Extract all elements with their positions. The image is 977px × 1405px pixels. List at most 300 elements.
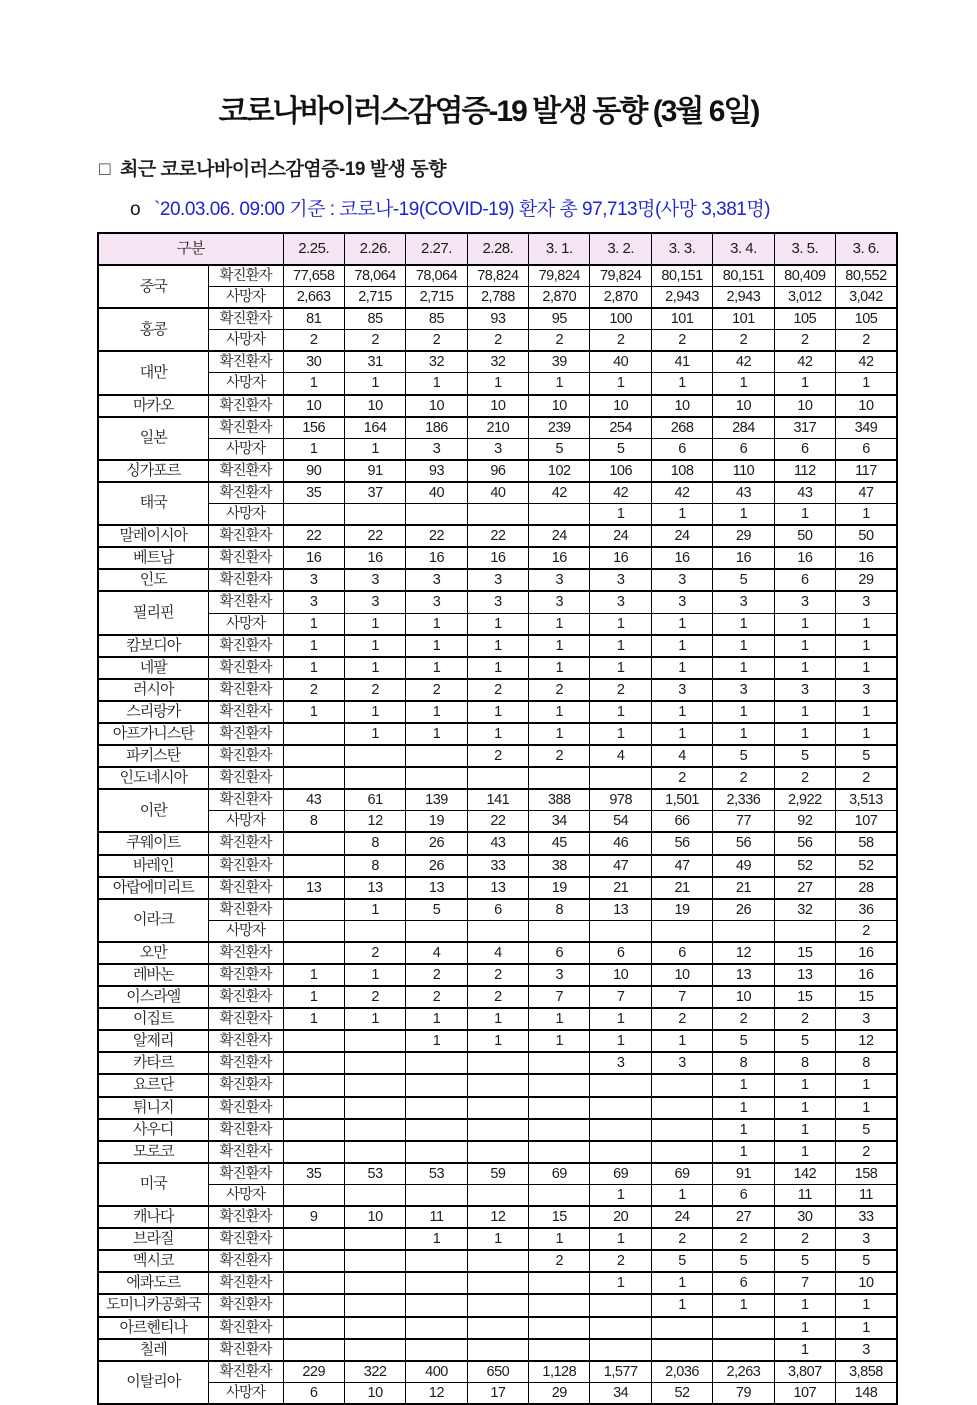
table-row (98, 1382, 897, 1404)
row-type-cell: 사망자 (208, 1382, 283, 1404)
value-cell (713, 1339, 774, 1361)
value-cell: 19 (529, 877, 590, 899)
value-cell: 322 (344, 1361, 405, 1383)
value-cell: 5 (713, 1030, 774, 1052)
row-type-cell: 사망자 (208, 287, 283, 309)
value-cell: 17 (467, 1382, 528, 1404)
value-cell (590, 1294, 651, 1316)
value-cell (344, 1294, 405, 1316)
row-type-cell: 확진환자 (208, 1008, 283, 1030)
value-cell: 16 (836, 964, 897, 986)
header-cell-date: 2.25. (283, 233, 344, 265)
value-cell: 16 (836, 547, 897, 569)
value-cell: 2 (590, 679, 651, 701)
value-cell: 1 (406, 613, 467, 635)
value-cell (344, 1097, 405, 1119)
value-cell: 349 (836, 417, 897, 439)
value-cell: 52 (774, 855, 835, 877)
value-cell: 2 (467, 986, 528, 1008)
value-cell: 317 (774, 417, 835, 439)
value-cell: 2 (651, 1008, 712, 1030)
row-type-cell: 확진환자 (208, 1206, 283, 1228)
country-cell: 브라질 (98, 1228, 208, 1250)
table-row (98, 635, 897, 657)
value-cell: 2,870 (529, 287, 590, 309)
row-type-cell: 확진환자 (208, 1361, 283, 1383)
value-cell: 7 (651, 986, 712, 1008)
value-cell: 35 (283, 1163, 344, 1185)
value-cell: 1 (467, 723, 528, 745)
value-cell: 1 (590, 723, 651, 745)
row-type-cell: 사망자 (208, 811, 283, 833)
value-cell: 1 (774, 701, 835, 723)
value-cell: 10 (713, 395, 774, 417)
value-cell: 1 (836, 657, 897, 679)
row-type-cell: 확진환자 (208, 964, 283, 986)
value-cell: 5 (836, 1119, 897, 1141)
value-cell (590, 767, 651, 789)
value-cell: 5 (406, 899, 467, 921)
value-cell: 78,064 (406, 265, 467, 287)
value-cell: 31 (344, 351, 405, 373)
value-cell: 1 (344, 899, 405, 921)
value-cell: 156 (283, 417, 344, 439)
row-type-cell: 확진환자 (208, 547, 283, 569)
value-cell: 2 (774, 1008, 835, 1030)
value-cell: 1 (406, 657, 467, 679)
header-cell-date: 2.28. (467, 233, 528, 265)
value-cell: 15 (529, 1206, 590, 1228)
value-cell: 2 (467, 964, 528, 986)
table-row (98, 1141, 897, 1163)
value-cell: 1 (529, 723, 590, 745)
value-cell (529, 1119, 590, 1141)
value-cell: 1 (713, 504, 774, 526)
row-type-cell: 사망자 (208, 438, 283, 460)
value-cell (283, 942, 344, 964)
value-cell: 22 (283, 525, 344, 547)
value-cell: 1 (836, 613, 897, 635)
value-cell: 1 (774, 635, 835, 657)
value-cell: 24 (590, 525, 651, 547)
value-cell: 69 (651, 1163, 712, 1185)
value-cell: 29 (713, 525, 774, 547)
value-cell: 1 (651, 613, 712, 635)
value-cell: 3 (836, 1008, 897, 1030)
country-cell: 튀니지 (98, 1097, 208, 1119)
table-row (98, 613, 897, 635)
value-cell: 6 (590, 942, 651, 964)
value-cell: 43 (713, 482, 774, 504)
value-cell: 1 (467, 1008, 528, 1030)
value-cell: 1 (283, 964, 344, 986)
value-cell: 38 (529, 855, 590, 877)
value-cell: 12 (836, 1030, 897, 1052)
country-cell: 이스라엘 (98, 986, 208, 1008)
value-cell (344, 1317, 405, 1339)
value-cell (406, 504, 467, 526)
country-cell: 싱가포르 (98, 460, 208, 482)
value-cell: 1 (344, 635, 405, 657)
value-cell: 3 (529, 591, 590, 613)
value-cell: 42 (529, 482, 590, 504)
country-cell: 사우디 (98, 1119, 208, 1141)
value-cell: 50 (774, 525, 835, 547)
country-cell: 베트남 (98, 547, 208, 569)
value-cell: 2 (467, 745, 528, 767)
value-cell: 56 (651, 832, 712, 854)
value-cell: 2 (713, 1008, 774, 1030)
row-type-cell: 확진환자 (208, 877, 283, 899)
value-cell: 4 (590, 745, 651, 767)
value-cell: 1 (467, 613, 528, 635)
value-cell: 11 (836, 1184, 897, 1206)
value-cell: 5 (713, 1250, 774, 1272)
value-cell (283, 723, 344, 745)
value-cell: 36 (836, 899, 897, 921)
value-cell: 1 (774, 1141, 835, 1163)
value-cell (467, 1074, 528, 1096)
value-cell: 3 (283, 591, 344, 613)
value-cell: 8 (713, 1052, 774, 1074)
value-cell: 1 (774, 723, 835, 745)
value-cell: 2 (406, 679, 467, 701)
value-cell (406, 1250, 467, 1272)
value-cell: 3 (774, 679, 835, 701)
value-cell: 1 (836, 373, 897, 395)
value-cell: 13 (590, 899, 651, 921)
row-type-cell: 확진환자 (208, 1339, 283, 1361)
value-cell (406, 1074, 467, 1096)
value-cell (590, 1141, 651, 1163)
value-cell: 2 (836, 1141, 897, 1163)
covid-stats-table (97, 232, 898, 1405)
table-row (98, 351, 897, 373)
table-row (98, 395, 897, 417)
value-cell: 39 (529, 351, 590, 373)
value-cell (529, 1097, 590, 1119)
row-type-cell: 사망자 (208, 330, 283, 352)
row-type-cell: 확진환자 (208, 789, 283, 811)
value-cell: 1 (590, 613, 651, 635)
value-cell: 1 (529, 1228, 590, 1250)
value-cell: 2 (713, 767, 774, 789)
value-cell (651, 1339, 712, 1361)
value-cell: 16 (836, 942, 897, 964)
value-cell: 1 (467, 1228, 528, 1250)
value-cell: 69 (529, 1163, 590, 1185)
section-heading (99, 154, 977, 181)
table-row (98, 1206, 897, 1228)
value-cell: 33 (836, 1206, 897, 1228)
header-cell-date: 3. 4. (713, 233, 774, 265)
row-type-cell: 확진환자 (208, 417, 283, 439)
country-cell: 러시아 (98, 679, 208, 701)
value-cell: 3 (467, 438, 528, 460)
value-cell (344, 504, 405, 526)
country-cell: 네팔 (98, 657, 208, 679)
value-cell (529, 767, 590, 789)
value-cell: 2,715 (344, 287, 405, 309)
value-cell: 6 (283, 1382, 344, 1404)
value-cell: 6 (774, 438, 835, 460)
value-cell: 43 (283, 789, 344, 811)
value-cell (467, 1097, 528, 1119)
value-cell: 40 (406, 482, 467, 504)
value-cell (713, 1317, 774, 1339)
value-cell: 3 (651, 679, 712, 701)
status-line (130, 194, 977, 221)
value-cell: 12 (467, 1206, 528, 1228)
value-cell: 58 (836, 832, 897, 854)
value-cell (529, 1074, 590, 1096)
value-cell: 79,824 (590, 265, 651, 287)
value-cell (406, 1272, 467, 1294)
value-cell: 6 (467, 899, 528, 921)
table-row (98, 1361, 897, 1383)
value-cell: 11 (406, 1206, 467, 1228)
table-row (98, 1272, 897, 1294)
row-type-cell: 확진환자 (208, 308, 283, 330)
country-cell: 요르단 (98, 1074, 208, 1096)
table-row (98, 920, 897, 942)
value-cell: 30 (283, 351, 344, 373)
value-cell: 3,012 (774, 287, 835, 309)
value-cell: 1 (283, 373, 344, 395)
value-cell: 10 (590, 395, 651, 417)
value-cell (467, 767, 528, 789)
table-row (98, 265, 897, 287)
value-cell (406, 1119, 467, 1141)
value-cell: 2 (774, 767, 835, 789)
value-cell: 1 (283, 1008, 344, 1030)
value-cell: 10 (344, 1206, 405, 1228)
value-cell: 5 (713, 569, 774, 591)
value-cell: 7 (774, 1272, 835, 1294)
value-cell: 1 (344, 723, 405, 745)
value-cell: 3 (713, 679, 774, 701)
value-cell: 3 (713, 591, 774, 613)
value-cell: 3 (529, 569, 590, 591)
value-cell: 254 (590, 417, 651, 439)
value-cell: 16 (529, 547, 590, 569)
value-cell (651, 1097, 712, 1119)
value-cell (283, 1052, 344, 1074)
value-cell: 53 (344, 1163, 405, 1185)
value-cell (467, 1184, 528, 1206)
value-cell (467, 1141, 528, 1163)
value-cell: 3 (651, 591, 712, 613)
value-cell: 2,788 (467, 287, 528, 309)
value-cell (651, 1074, 712, 1096)
value-cell: 1 (344, 373, 405, 395)
table-row (98, 701, 897, 723)
value-cell: 5 (590, 438, 651, 460)
value-cell (406, 1141, 467, 1163)
value-cell: 5 (651, 1250, 712, 1272)
value-cell: 164 (344, 417, 405, 439)
row-type-cell: 확진환자 (208, 591, 283, 613)
country-cell: 알제리 (98, 1030, 208, 1052)
value-cell (283, 767, 344, 789)
value-cell: 2 (836, 920, 897, 942)
table-row (98, 767, 897, 789)
value-cell: 1 (774, 373, 835, 395)
table-row (98, 1250, 897, 1272)
value-cell: 19 (651, 899, 712, 921)
value-cell: 1 (713, 613, 774, 635)
value-cell: 148 (836, 1382, 897, 1404)
value-cell: 2,263 (713, 1361, 774, 1383)
value-cell: 40 (467, 482, 528, 504)
value-cell: 7 (529, 986, 590, 1008)
value-cell: 37 (344, 482, 405, 504)
value-cell (529, 1339, 590, 1361)
country-cell: 말레이시아 (98, 525, 208, 547)
value-cell: 139 (406, 789, 467, 811)
value-cell: 1 (529, 701, 590, 723)
value-cell: 1 (283, 635, 344, 657)
value-cell (344, 1074, 405, 1096)
value-cell: 24 (529, 525, 590, 547)
value-cell: 1 (836, 635, 897, 657)
value-cell: 1 (836, 504, 897, 526)
value-cell: 3 (344, 569, 405, 591)
value-cell (406, 767, 467, 789)
value-cell: 56 (774, 832, 835, 854)
value-cell (283, 1250, 344, 1272)
value-cell: 1 (344, 613, 405, 635)
value-cell: 10 (344, 1382, 405, 1404)
value-cell: 1 (713, 1141, 774, 1163)
table-row (98, 1119, 897, 1141)
value-cell: 3 (467, 591, 528, 613)
value-cell: 1 (590, 1272, 651, 1294)
value-cell: 6 (529, 942, 590, 964)
value-cell: 1 (590, 1228, 651, 1250)
value-cell: 3 (836, 1228, 897, 1250)
value-cell (344, 745, 405, 767)
value-cell: 21 (590, 877, 651, 899)
value-cell: 16 (590, 547, 651, 569)
country-cell: 인도 (98, 569, 208, 591)
table-row (98, 723, 897, 745)
value-cell: 4 (467, 942, 528, 964)
value-cell: 12 (344, 811, 405, 833)
value-cell (529, 1317, 590, 1339)
value-cell (467, 1250, 528, 1272)
value-cell: 3 (283, 569, 344, 591)
value-cell: 2 (774, 1228, 835, 1250)
value-cell: 3 (651, 569, 712, 591)
value-cell: 34 (590, 1382, 651, 1404)
value-cell: 105 (836, 308, 897, 330)
table-row (98, 811, 897, 833)
value-cell: 32 (467, 351, 528, 373)
value-cell: 1 (836, 701, 897, 723)
value-cell: 1 (590, 701, 651, 723)
value-cell (283, 1317, 344, 1339)
value-cell (344, 1052, 405, 1074)
value-cell: 78,824 (467, 265, 528, 287)
value-cell: 1 (283, 613, 344, 635)
value-cell: 9 (283, 1206, 344, 1228)
value-cell: 1 (651, 1294, 712, 1316)
value-cell (467, 1339, 528, 1361)
row-type-cell: 확진환자 (208, 832, 283, 854)
country-cell: 홍콩 (98, 308, 208, 351)
country-cell: 태국 (98, 482, 208, 525)
value-cell: 1 (651, 1272, 712, 1294)
value-cell: 52 (651, 1382, 712, 1404)
value-cell: 2 (529, 1250, 590, 1272)
value-cell: 2 (529, 745, 590, 767)
value-cell: 2 (529, 330, 590, 352)
value-cell: 66 (651, 811, 712, 833)
value-cell: 3 (836, 1339, 897, 1361)
value-cell (283, 504, 344, 526)
row-type-cell: 확진환자 (208, 1141, 283, 1163)
country-cell: 멕시코 (98, 1250, 208, 1272)
value-cell (283, 1294, 344, 1316)
value-cell: 1 (774, 1317, 835, 1339)
value-cell: 10 (774, 395, 835, 417)
value-cell (713, 920, 774, 942)
row-type-cell: 사망자 (208, 373, 283, 395)
value-cell: 2 (406, 964, 467, 986)
value-cell: 42 (774, 351, 835, 373)
value-cell: 8 (529, 899, 590, 921)
value-cell: 2 (651, 767, 712, 789)
table-row (98, 308, 897, 330)
value-cell: 1 (529, 1008, 590, 1030)
row-type-cell: 확진환자 (208, 635, 283, 657)
country-cell: 아프가니스탄 (98, 723, 208, 745)
value-cell: 43 (467, 832, 528, 854)
value-cell: 1 (774, 1294, 835, 1316)
value-cell (283, 1119, 344, 1141)
value-cell (406, 1294, 467, 1316)
value-cell: 10 (529, 395, 590, 417)
status-text: `20.03.06. 09:00 기준 : 코로나-19(COVID-19) 환자 총 97,713명(사망 3,381명) (154, 199, 771, 220)
value-cell: 239 (529, 417, 590, 439)
value-cell: 1 (467, 657, 528, 679)
value-cell: 32 (774, 899, 835, 921)
row-type-cell: 확진환자 (208, 1119, 283, 1141)
header-cell-category: 구분 (98, 233, 283, 265)
value-cell: 1 (283, 438, 344, 460)
value-cell: 1 (836, 1317, 897, 1339)
value-cell: 49 (713, 855, 774, 877)
value-cell (406, 1052, 467, 1074)
table-row (98, 373, 897, 395)
value-cell: 40 (590, 351, 651, 373)
value-cell: 1 (836, 1074, 897, 1096)
value-cell: 2 (344, 986, 405, 1008)
value-cell: 3 (406, 438, 467, 460)
value-cell: 2,943 (713, 287, 774, 309)
value-cell: 3 (529, 964, 590, 986)
value-cell: 102 (529, 460, 590, 482)
value-cell: 20 (590, 1206, 651, 1228)
country-cell: 레바논 (98, 964, 208, 986)
value-cell (406, 745, 467, 767)
value-cell: 91 (713, 1163, 774, 1185)
value-cell: 1 (713, 701, 774, 723)
row-type-cell: 확진환자 (208, 1052, 283, 1074)
value-cell: 77 (713, 811, 774, 833)
value-cell: 1 (651, 373, 712, 395)
